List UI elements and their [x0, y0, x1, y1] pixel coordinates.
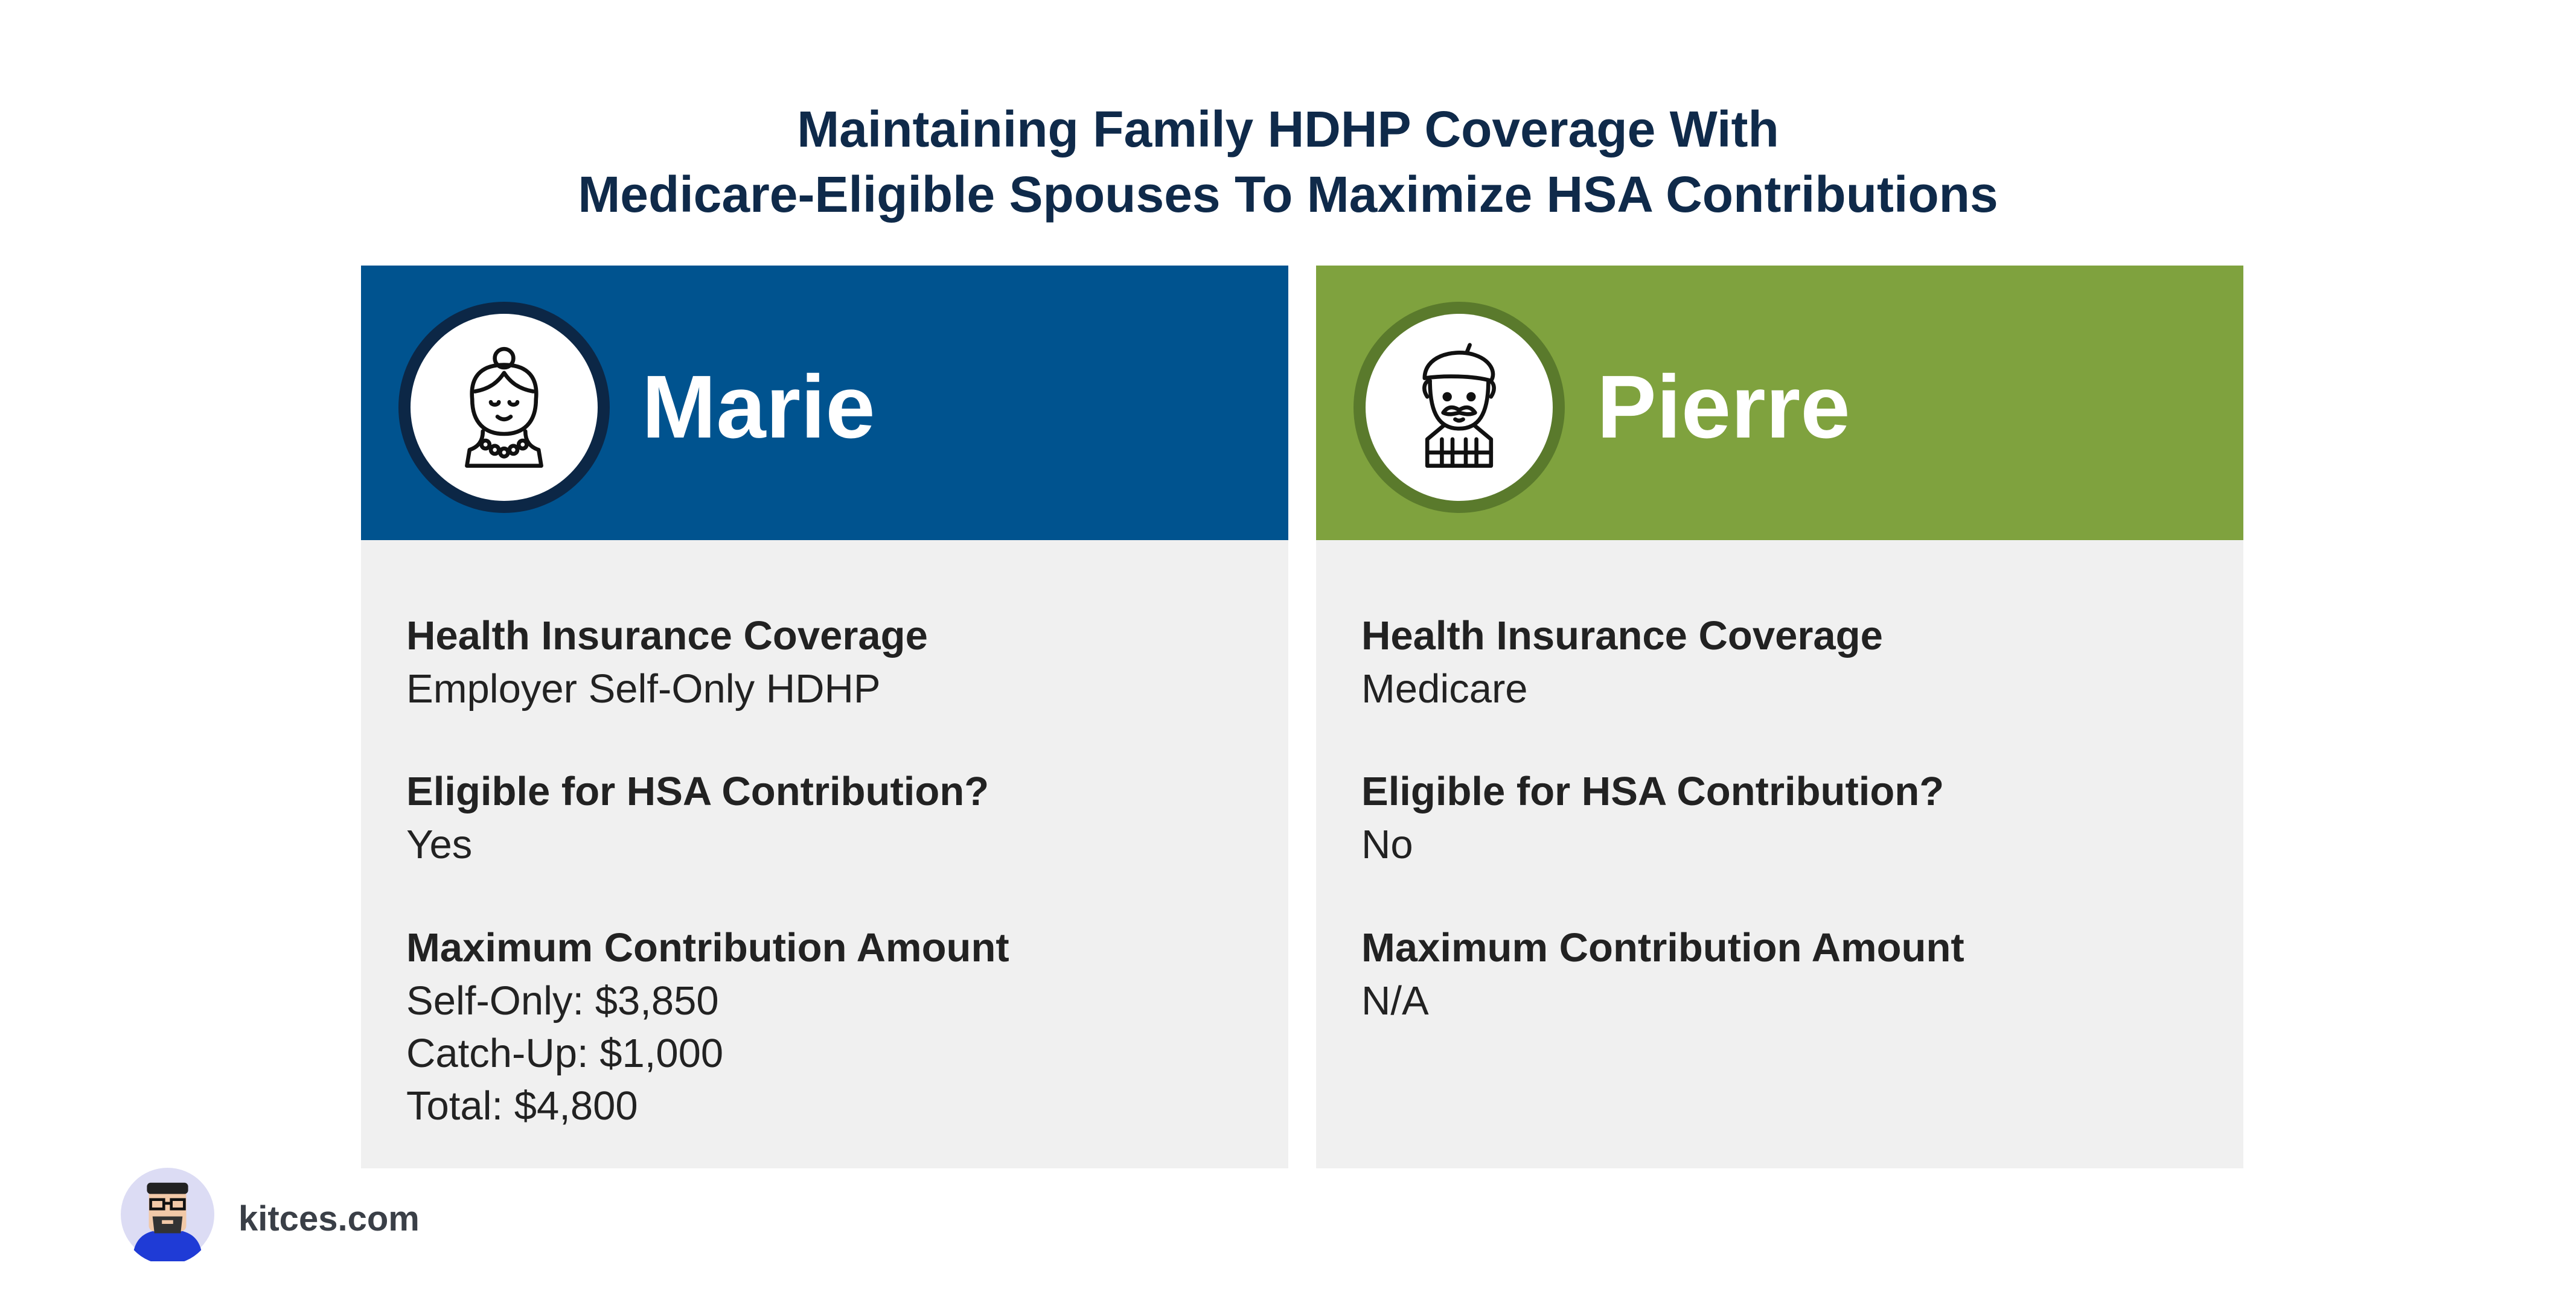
man-avatar-icon — [1393, 341, 1526, 474]
title-line-1: Maintaining Family HDHP Coverage With — [797, 101, 1779, 158]
section-label: Eligible for HSA Contribution? — [1361, 769, 1945, 814]
section-max-contribution — [406, 922, 1251, 1132]
section-label: Maximum Contribution Amount — [1361, 925, 1964, 970]
card-body — [1316, 540, 2243, 1168]
woman-avatar-icon — [438, 341, 570, 474]
brand-link[interactable]: kitces.com — [238, 1199, 420, 1238]
kitces-avatar-icon — [121, 1168, 214, 1261]
section-label: Maximum Contribution Amount — [406, 925, 1009, 970]
section-label: Health Insurance Coverage — [406, 613, 928, 658]
section-label: Eligible for HSA Contribution? — [406, 769, 989, 814]
card-header — [1316, 266, 2243, 540]
avatar — [1354, 302, 1565, 513]
person-name: Pierre — [1597, 357, 1850, 457]
section-value: Yes — [406, 822, 473, 867]
section-value: Self-Only: $3,850 — [406, 978, 719, 1024]
section-coverage — [406, 610, 1251, 715]
person-card-marie — [361, 266, 1288, 1168]
section-value: N/A — [1361, 978, 1429, 1024]
section-value: Total: $4,800 — [406, 1083, 638, 1129]
page-title — [0, 97, 2576, 227]
section-value: Catch-Up: $1,000 — [406, 1031, 724, 1076]
section-value: Employer Self-Only HDHP — [406, 666, 881, 712]
card-body — [361, 540, 1288, 1168]
section-value: Medicare — [1361, 666, 1528, 712]
section-coverage — [1361, 610, 2207, 715]
section-value: No — [1361, 822, 1413, 867]
section-eligibility — [1361, 765, 2207, 871]
brand-logo[interactable] — [121, 1168, 214, 1261]
title-line-2: Medicare-Eligible Spouses To Maximize HSA Contributions — [578, 166, 1998, 223]
person-name: Marie — [642, 357, 875, 457]
card-header — [361, 266, 1288, 540]
person-card-pierre — [1316, 266, 2243, 1168]
section-max-contribution — [1361, 922, 2207, 1027]
avatar — [398, 302, 610, 513]
section-eligibility — [406, 765, 1251, 871]
section-label: Health Insurance Coverage — [1361, 613, 1883, 658]
